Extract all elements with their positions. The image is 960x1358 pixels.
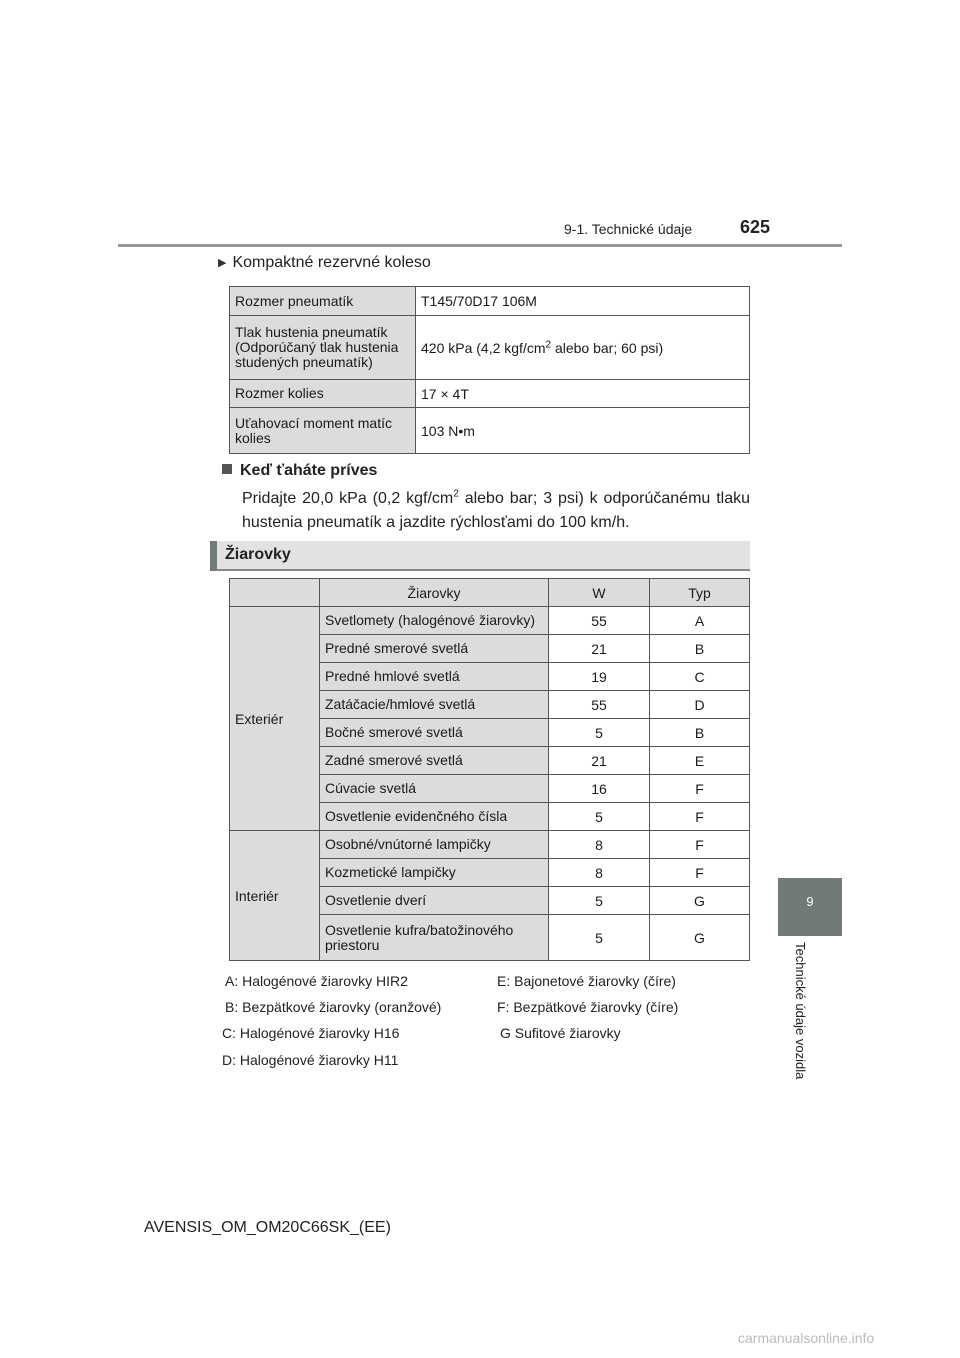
bulb-type: F: [650, 775, 750, 803]
towing-heading: [222, 462, 377, 480]
towing-heading-text: Keď ťaháte príves: [240, 462, 378, 479]
table-row: [230, 831, 750, 859]
spec-label: Uťahovací moment matíc kolies: [230, 408, 416, 454]
legend-item: C: Halogénové žiarovky H16: [222, 1025, 400, 1041]
spec-value-text: 420 kPa (4,2 kgf/cm: [421, 339, 546, 356]
header-divider: [118, 244, 842, 247]
table-header-row: [230, 579, 750, 607]
column-header-type: Typ: [650, 579, 750, 607]
towing-paragraph: [242, 487, 750, 535]
spec-value: [416, 316, 750, 380]
bulb-type: B: [650, 635, 750, 663]
bulb-name: Osvetlenie kufra/batožinového priestoru: [320, 915, 549, 961]
spec-value: 103 N•m: [416, 408, 750, 454]
spare-tire-heading: [218, 254, 431, 272]
bulbs-section-bar: [210, 541, 750, 571]
superscript: 2: [545, 338, 552, 350]
legend-item: G Sufitové žiarovky: [500, 1025, 621, 1041]
legend-item: E: Bajonetové žiarovky (číre): [497, 973, 676, 989]
bulb-name: Cúvacie svetlá: [320, 775, 549, 803]
chapter-number: 9: [806, 894, 814, 909]
spare-tire-heading-text: Kompaktné rezervné koleso: [232, 254, 431, 271]
group-label: Interiér: [230, 831, 320, 961]
bulb-type: C: [650, 663, 750, 691]
bulbs-table: [229, 578, 750, 961]
bulb-name: Predné hmlové svetlá: [320, 663, 549, 691]
bulb-watt: 19: [549, 663, 650, 691]
spec-value: 17 × 4T: [416, 380, 750, 408]
bulb-name: Zatáčacie/hmlové svetlá: [320, 691, 549, 719]
spec-label: Rozmer kolies: [230, 380, 416, 408]
spec-value: T145/70D17 106M: [416, 287, 750, 316]
bulb-type: F: [650, 803, 750, 831]
bulb-name: Bočné smerové svetlá: [320, 719, 549, 747]
superscript: 2: [453, 488, 459, 500]
bulb-watt: 5: [549, 887, 650, 915]
section-marker: [210, 541, 217, 571]
spec-value-text: alebo bar; 60 psi): [551, 339, 664, 356]
bulb-name: Predné smerové svetlá: [320, 635, 549, 663]
bulb-watt: 5: [549, 915, 650, 961]
section-title: 9-1. Technické údaje: [564, 221, 693, 237]
chapter-tab[interactable]: [778, 878, 842, 936]
chapter-label: Technické údaje vozidla: [793, 942, 808, 1080]
towing-text: Pridajte 20,0 kPa (0,2 kgf/cm: [242, 490, 454, 507]
table-row: [230, 380, 750, 408]
bulb-type: E: [650, 747, 750, 775]
bulb-type: F: [650, 831, 750, 859]
bulb-watt: 8: [549, 859, 650, 887]
page-number: 625: [740, 217, 771, 237]
bulb-watt: 8: [549, 831, 650, 859]
spec-label: Tlak hustenia pneumatík (Odporúčaný tlak hustenia studených pneumatík): [230, 316, 416, 380]
column-header-w: W: [549, 579, 650, 607]
bulb-type: A: [650, 607, 750, 635]
bulb-name: Kozmetické lampičky: [320, 859, 549, 887]
bulb-watt: 16: [549, 775, 650, 803]
legend-item: A: Halogénové žiarovky HIR2: [225, 973, 408, 989]
legend-item: D: Halogénové žiarovky H11: [222, 1052, 399, 1068]
spare-tire-table: [229, 286, 750, 454]
triangle-bullet-icon: ▶: [218, 257, 227, 269]
square-bullet-icon: [222, 464, 232, 474]
group-label: Exteriér: [230, 607, 320, 831]
table-header-empty: [230, 579, 320, 607]
spec-label: Rozmer pneumatík: [230, 287, 416, 316]
bulb-watt: 5: [549, 719, 650, 747]
table-row: [230, 408, 750, 454]
bulb-name: Osvetlenie dverí: [320, 887, 549, 915]
bulb-type: D: [650, 691, 750, 719]
watermark: carmanualsonline.info: [738, 1330, 875, 1346]
towing-text: alebo bar; 3 psi) k odporúčanému tlaku hustenia pneumatík a jazdite rýchlosťami do 100 km/h.: [242, 490, 750, 531]
bulb-type: G: [650, 915, 750, 961]
bulb-watt: 55: [549, 607, 650, 635]
bulb-watt: 5: [549, 803, 650, 831]
bulb-type: G: [650, 887, 750, 915]
bulb-name: Osobné/vnútorné lampičky: [320, 831, 549, 859]
bulb-watt: 55: [549, 691, 650, 719]
bulb-name: Zadné smerové svetlá: [320, 747, 549, 775]
legend-item: B: Bezpätkové žiarovky (oranžové): [225, 999, 442, 1015]
table-row: [230, 316, 750, 380]
bulbs-section-title: Žiarovky: [225, 546, 291, 563]
bulb-name: Svetlomety (halogénové žiarovky): [320, 607, 549, 635]
bulb-name: Osvetlenie evidenčného čísla: [320, 803, 549, 831]
column-header-bulb: Žiarovky: [320, 579, 549, 607]
legend-item: F: Bezpätkové žiarovky (číre): [497, 999, 679, 1015]
bulb-type: F: [650, 859, 750, 887]
bulb-watt: 21: [549, 747, 650, 775]
table-row: [230, 287, 750, 316]
document-footer: AVENSIS_OM_OM20C66SK_(EE): [144, 1219, 391, 1236]
bulb-type: B: [650, 719, 750, 747]
bulb-watt: 21: [549, 635, 650, 663]
table-row: [230, 607, 750, 635]
